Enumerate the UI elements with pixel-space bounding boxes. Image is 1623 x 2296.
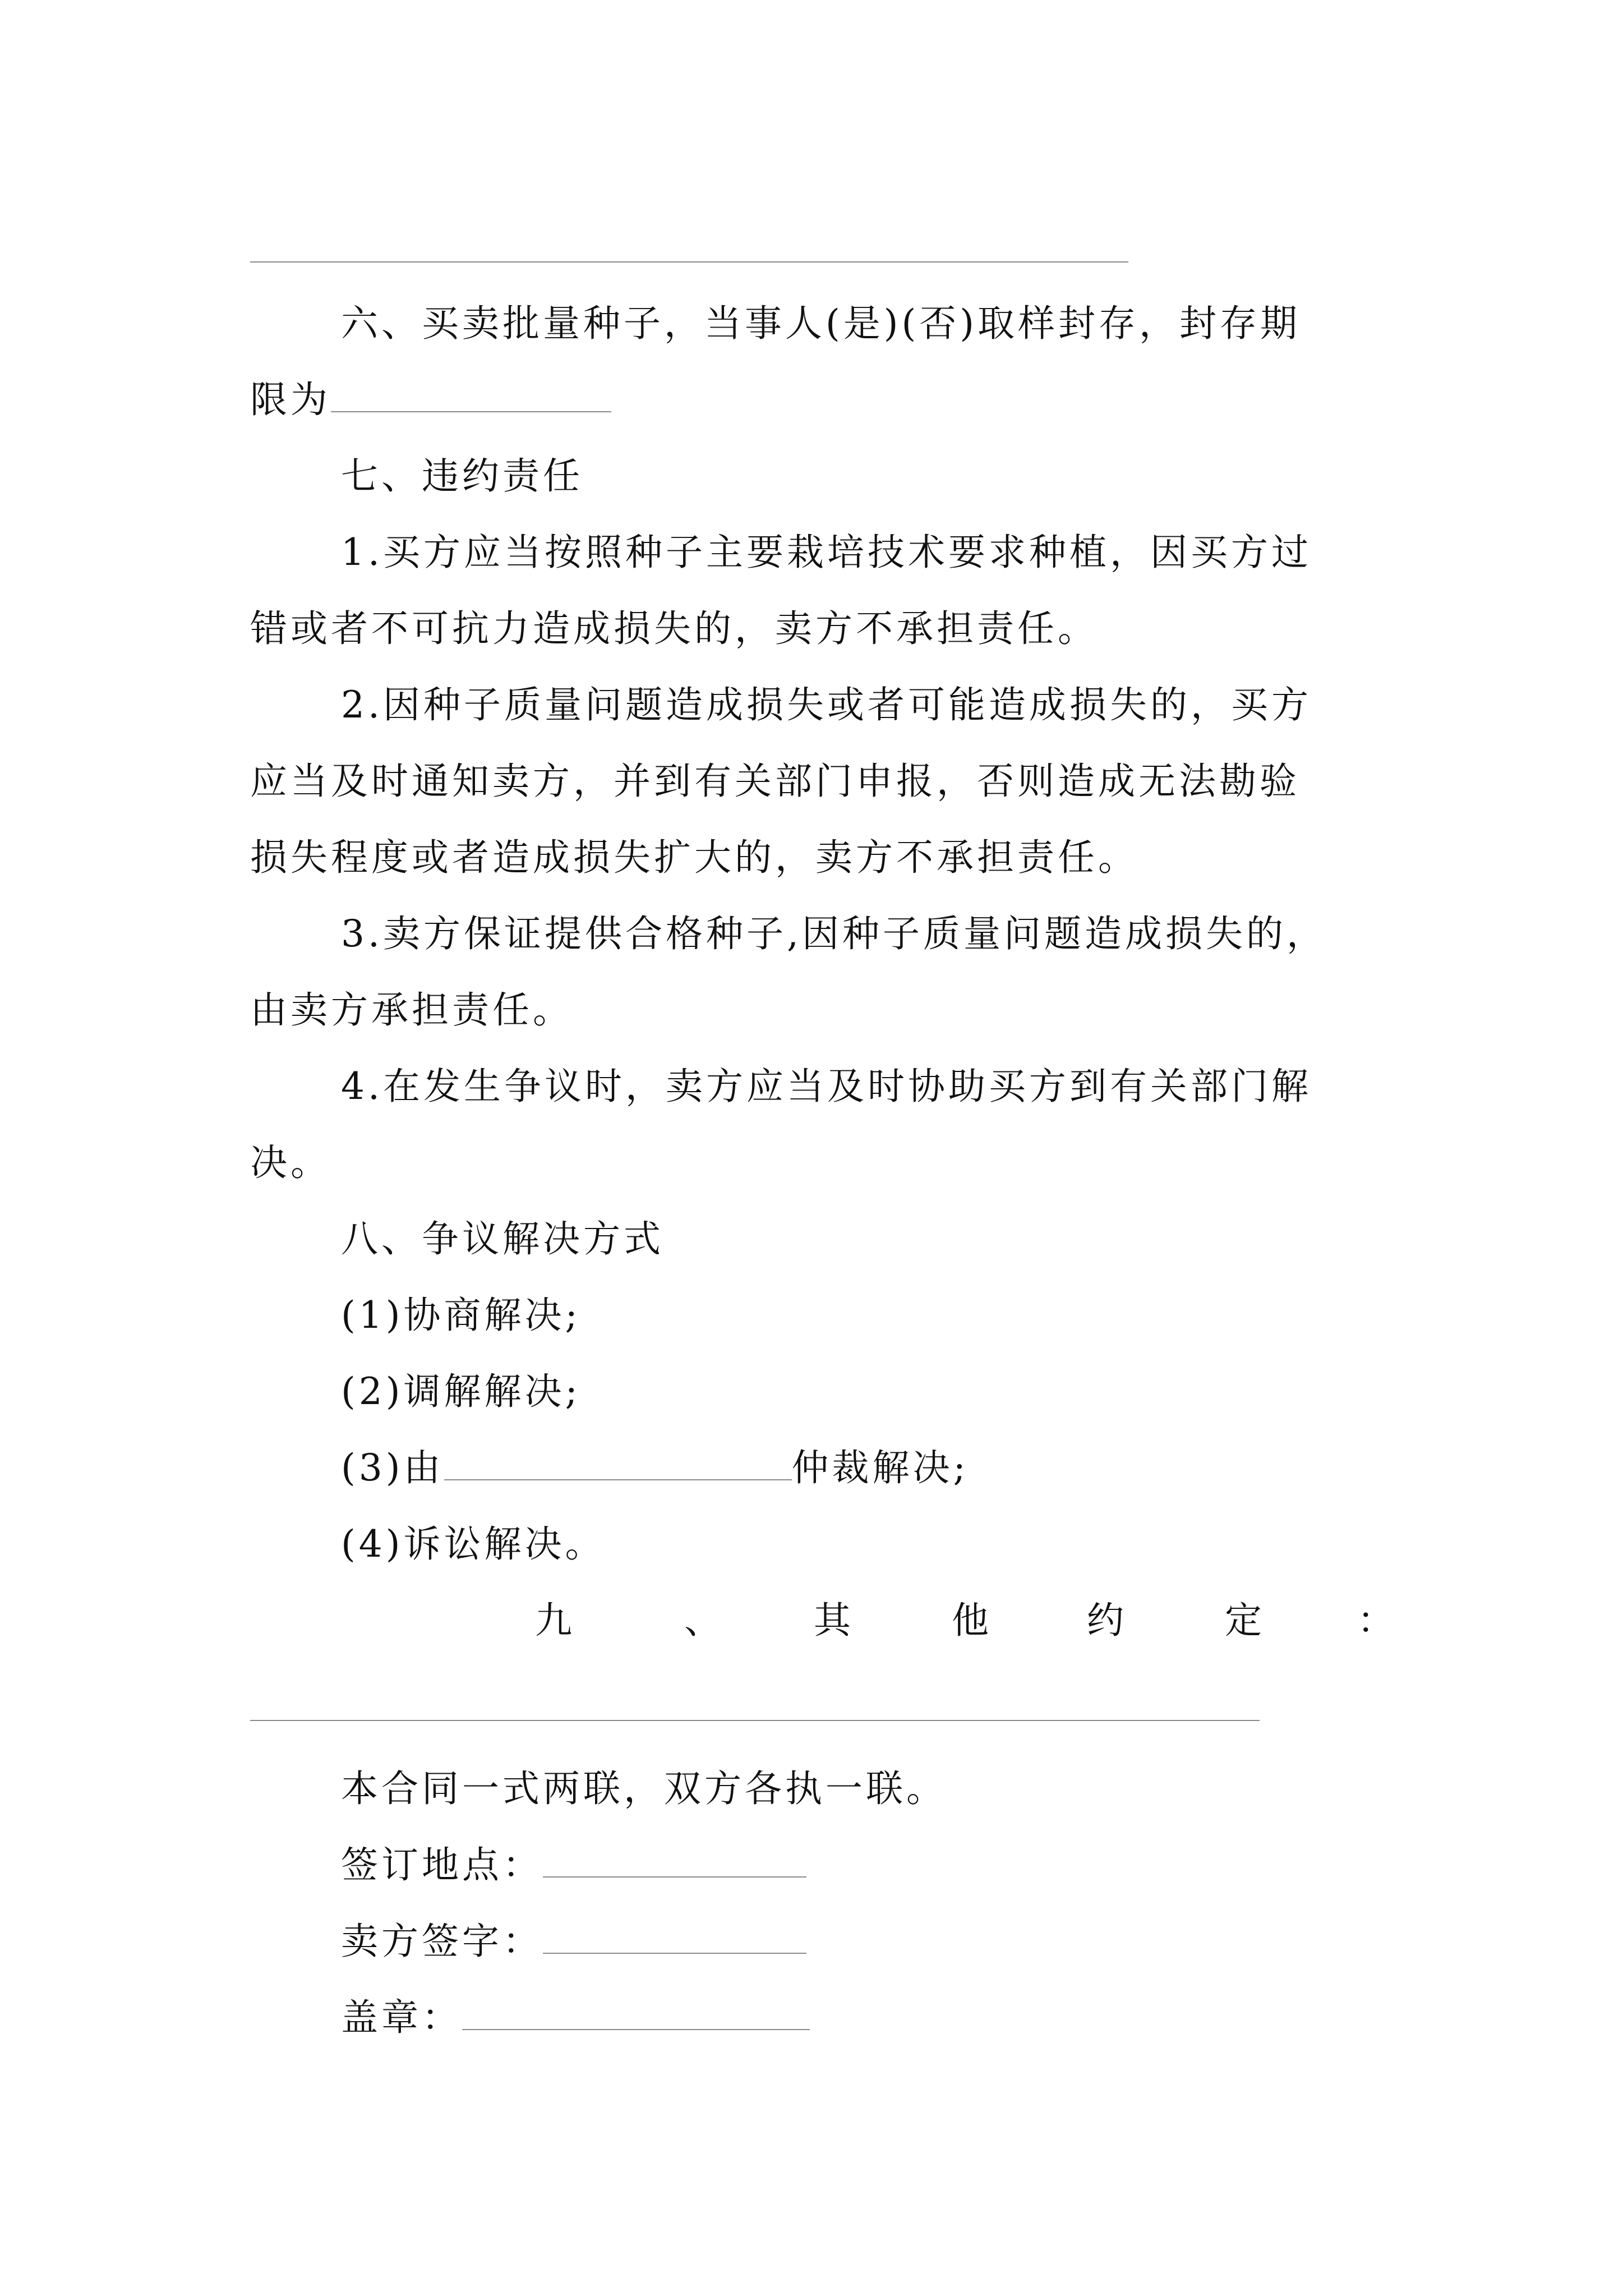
clause-6-line-1: 六、买卖批量种子，当事人(是)(否)取样封存，封存期	[341, 302, 1301, 345]
signing-place-row	[341, 1840, 806, 1890]
signing-place-label: 签订地点：	[341, 1843, 543, 1887]
clause-7-4-line-2: 决。	[250, 1141, 331, 1184]
seal-blank[interactable]	[462, 1995, 810, 2030]
seller-signature-row	[341, 1916, 806, 1967]
seal-period-blank[interactable]	[331, 378, 611, 412]
clause-9-char: 他	[952, 1599, 989, 1642]
clause-8-option-3	[341, 1443, 969, 1493]
clause-7-1-line-1: 1.买方应当按照种子主要栽培技术要求种植，因买方过	[341, 531, 1312, 574]
blank-underline	[250, 261, 1128, 263]
copies-statement: 本合同一式两联，双方各执一联。	[341, 1767, 947, 1810]
clause-8-heading: 八、争议解决方式	[341, 1217, 664, 1260]
arbitration-body-blank[interactable]	[444, 1446, 792, 1480]
clause-9-char: ：	[1357, 1599, 1394, 1642]
clause-6-period-label: 限为	[250, 378, 331, 421]
clause-9-char: 定	[1225, 1599, 1262, 1642]
clause-7-3-line-1: 3.卖方保证提供合格种子,因种子质量问题造成损失的，	[341, 912, 1327, 955]
signing-place-blank[interactable]	[543, 1843, 806, 1878]
clause-7-3-line-2: 由卖方承担责任。	[250, 988, 573, 1032]
clause-9-char: 、	[684, 1599, 721, 1642]
clause-8-option-4: (4)诉讼解决。	[341, 1522, 606, 1566]
clause-9-heading	[341, 1595, 1394, 1646]
clause-7-2-line-1: 2.因种子质量问题造成损失或者可能造成损失的，买方	[341, 683, 1312, 726]
option-3-suffix: 仲裁解决;	[791, 1446, 969, 1489]
clause-7-4-line-1: 4.在发生争议时，卖方应当及时协助买方到有关部门解	[341, 1065, 1312, 1108]
clause-7-heading: 七、违约责任	[341, 454, 583, 498]
other-terms-blank-line[interactable]	[250, 1720, 1260, 1721]
option-3-prefix: (3)由	[341, 1446, 444, 1489]
clause-7-1-line-2: 错或者不可抗力造成损失的，卖方不承担责任。	[250, 607, 1098, 650]
clause-7-2-line-2: 应当及时通知卖方，并到有关部门申报，否则造成无法勘验	[250, 760, 1300, 803]
seller-signature-blank[interactable]	[543, 1919, 806, 1954]
clause-7-2-line-3: 损失程度或者造成损失扩大的，卖方不承担责任。	[250, 836, 1138, 879]
clause-9-char: 约	[1087, 1599, 1124, 1642]
seal-label: 盖章：	[341, 1996, 462, 2039]
seller-signature-label: 卖方签字：	[341, 1920, 543, 1963]
clause-8-option-1: (1)协商解决;	[341, 1294, 581, 1337]
clause-6-line-2	[250, 375, 611, 425]
clause-9-char: 九	[535, 1599, 572, 1642]
clause-8-option-2: (2)调解解决;	[341, 1370, 581, 1413]
seal-row	[341, 1993, 810, 2043]
clause-9-char: 其	[814, 1599, 851, 1642]
